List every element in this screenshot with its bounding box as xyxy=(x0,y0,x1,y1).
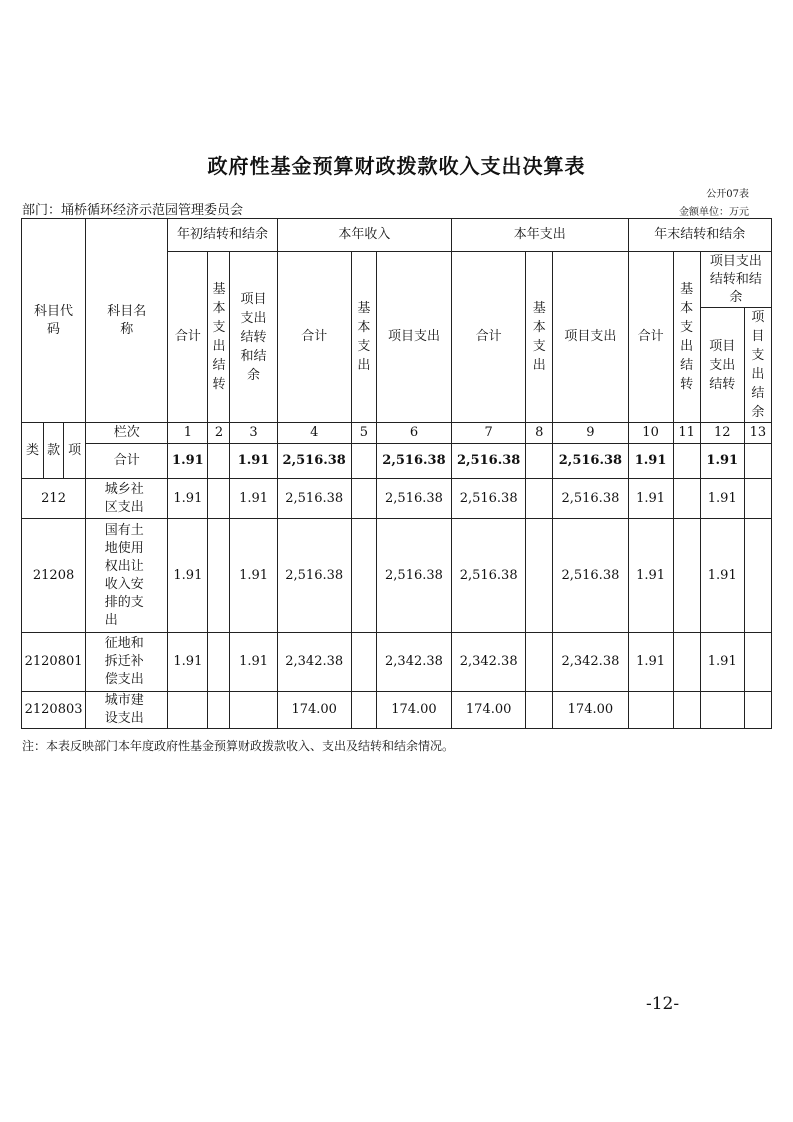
row-value: 1.91 xyxy=(628,519,673,633)
col-number: 5 xyxy=(351,423,376,444)
row-code: 2120801 xyxy=(22,633,86,692)
col-number: 3 xyxy=(230,423,277,444)
row-value xyxy=(700,692,744,729)
row-value xyxy=(230,692,277,729)
row-value xyxy=(744,633,771,692)
row-value xyxy=(526,479,553,519)
row-value xyxy=(351,692,376,729)
row-value: 1.91 xyxy=(700,633,744,692)
row-value: 2,516.38 xyxy=(277,479,351,519)
begin-total-header: 合计 xyxy=(168,252,208,423)
expense-basic-header: 基本支出 xyxy=(526,252,553,423)
page-title: 政府性基金预算财政拨款收入支出决算表 xyxy=(207,154,586,178)
row-code: 2120803 xyxy=(22,692,86,729)
col-number: 6 xyxy=(376,423,451,444)
row-value: 174.00 xyxy=(376,692,451,729)
group-income-header: 本年收入 xyxy=(277,219,451,252)
table-row xyxy=(22,692,772,729)
row-value: 2,516.38 xyxy=(277,519,351,633)
page-number: -12- xyxy=(646,994,680,1014)
col-number: 8 xyxy=(526,423,553,444)
form-number: 公开07表 xyxy=(706,189,749,200)
row-value: 1.91 xyxy=(700,519,744,633)
table-row xyxy=(22,519,772,633)
name-header: 科目名称 xyxy=(86,219,168,423)
row-value xyxy=(526,692,553,729)
col-number: 7 xyxy=(452,423,526,444)
row-value xyxy=(744,479,771,519)
col-number: 10 xyxy=(628,423,673,444)
total-cell xyxy=(744,444,771,479)
row-value xyxy=(744,519,771,633)
kuan-header: 款 xyxy=(44,423,64,479)
row-value: 1.91 xyxy=(628,479,673,519)
row-value xyxy=(208,633,230,692)
row-value: 2,342.38 xyxy=(553,633,628,692)
table-row xyxy=(22,633,772,692)
end-project-carry-header: 项目支出结转 xyxy=(700,308,744,423)
row-name: 征地和拆迁补偿支出 xyxy=(86,633,168,692)
row-value: 1.91 xyxy=(168,633,208,692)
row-value xyxy=(168,692,208,729)
row-value xyxy=(744,692,771,729)
lei-header: 类 xyxy=(22,423,44,479)
row-value xyxy=(526,519,553,633)
xiang-header: 项 xyxy=(64,423,86,479)
row-value xyxy=(208,479,230,519)
row-value xyxy=(351,479,376,519)
department-label: 部门：埇桥循环经济示范园管理委员会 xyxy=(22,203,244,218)
row-code: 21208 xyxy=(22,519,86,633)
row-value: 2,516.38 xyxy=(553,479,628,519)
begin-project-header: 项目支出结转和结余 xyxy=(230,252,277,423)
begin-basic-header: 基本支出结转 xyxy=(208,252,230,423)
budget-table xyxy=(21,218,772,729)
row-value: 1.91 xyxy=(168,479,208,519)
group-expense-header: 本年支出 xyxy=(452,219,628,252)
col-number: 4 xyxy=(277,423,351,444)
group-end-header: 年末结转和结余 xyxy=(628,219,771,252)
row-value xyxy=(351,519,376,633)
total-cell xyxy=(526,444,553,479)
total-cell: 2,516.38 xyxy=(376,444,451,479)
expense-project-header: 项目支出 xyxy=(553,252,628,423)
unit-label: 金额单位：万元 xyxy=(679,207,749,218)
col-number: 11 xyxy=(673,423,700,444)
row-value: 1.91 xyxy=(628,633,673,692)
row-value: 2,342.38 xyxy=(277,633,351,692)
footnote: 注：本表反映部门本年度政府性基金预算财政拨款收入、支出及结转和结余情况。 xyxy=(22,739,455,753)
row-value: 1.91 xyxy=(230,479,277,519)
row-value: 174.00 xyxy=(452,692,526,729)
total-cell: 1.91 xyxy=(230,444,277,479)
income-total-header: 合计 xyxy=(277,252,351,423)
row-value: 2,516.38 xyxy=(553,519,628,633)
col-number: 13 xyxy=(744,423,771,444)
row-value xyxy=(628,692,673,729)
row-value: 2,516.38 xyxy=(376,519,451,633)
total-cell: 1.91 xyxy=(168,444,208,479)
row-value: 1.91 xyxy=(700,479,744,519)
code-header: 科目代码 xyxy=(22,219,86,423)
row-value: 174.00 xyxy=(553,692,628,729)
row-value xyxy=(673,519,700,633)
table-row xyxy=(22,479,772,519)
col-number: 2 xyxy=(208,423,230,444)
row-code: 212 xyxy=(22,479,86,519)
col-number: 12 xyxy=(700,423,744,444)
group-begin-header: 年初结转和结余 xyxy=(168,219,277,252)
row-value: 2,516.38 xyxy=(376,479,451,519)
col-number: 1 xyxy=(168,423,208,444)
total-cell xyxy=(673,444,700,479)
row-value xyxy=(673,479,700,519)
total-cell xyxy=(351,444,376,479)
col-number: 9 xyxy=(553,423,628,444)
row-value xyxy=(351,633,376,692)
row-name: 国有土地使用权出让收入安排的支出 xyxy=(86,519,168,633)
row-value: 2,342.38 xyxy=(376,633,451,692)
end-basic-header: 基本支出结转 xyxy=(673,252,700,423)
end-total-header: 合计 xyxy=(628,252,673,423)
total-cell: 1.91 xyxy=(628,444,673,479)
row-value xyxy=(673,633,700,692)
total-cell: 2,516.38 xyxy=(277,444,351,479)
total-cell: 2,516.38 xyxy=(452,444,526,479)
income-project-header: 项目支出 xyxy=(376,252,451,423)
row-value: 1.91 xyxy=(230,633,277,692)
column-number-row xyxy=(22,423,772,444)
row-value: 174.00 xyxy=(277,692,351,729)
row-value xyxy=(526,633,553,692)
row-value xyxy=(673,692,700,729)
row-value: 2,516.38 xyxy=(452,479,526,519)
row-name: 城市建设支出 xyxy=(86,692,168,729)
income-basic-header: 基本支出 xyxy=(351,252,376,423)
row-value: 2,516.38 xyxy=(452,519,526,633)
total-row xyxy=(22,444,772,479)
total-cell: 2,516.38 xyxy=(553,444,628,479)
end-project-group-header: 项目支出结转和结余 xyxy=(700,252,771,308)
row-value xyxy=(208,692,230,729)
total-cell xyxy=(208,444,230,479)
total-cell: 1.91 xyxy=(700,444,744,479)
row-value: 2,342.38 xyxy=(452,633,526,692)
total-row-label: 合计 xyxy=(86,444,168,479)
expense-total-header: 合计 xyxy=(452,252,526,423)
row-value xyxy=(208,519,230,633)
row-value: 1.91 xyxy=(168,519,208,633)
end-project-balance-header: 项目支出结余 xyxy=(744,308,771,423)
row-value: 1.91 xyxy=(230,519,277,633)
row-name: 城乡社区支出 xyxy=(86,479,168,519)
header-row-1 xyxy=(22,219,772,252)
column-label: 栏次 xyxy=(86,423,168,444)
